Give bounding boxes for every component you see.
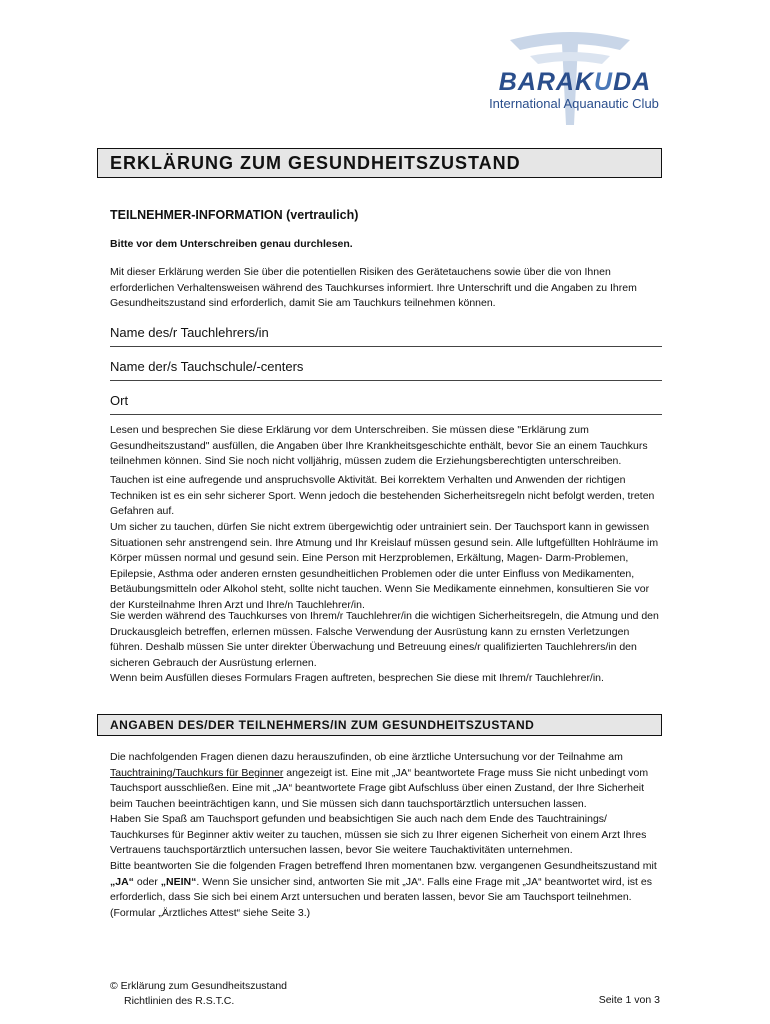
beginner-course-link[interactable]: Tauchtraining/Tauchkurs für Beginner bbox=[110, 766, 284, 779]
instructor-name-field[interactable] bbox=[110, 325, 662, 347]
participant-info-heading: TEILNEHMER-INFORMATION (vertraulich) bbox=[110, 208, 359, 222]
place-label: Ort bbox=[110, 393, 129, 408]
paragraph-questions: Wenn beim Ausfüllen dieses Formulars Fragen auftreten, besprechen Sie diese mit Ihrem/r Tauchlehrer/in. bbox=[110, 672, 604, 684]
instructor-name-label: Name des/r Tauchlehrers/in bbox=[110, 325, 269, 340]
place-field[interactable] bbox=[110, 393, 662, 415]
footer-guidelines: Richtlinien des R.S.T.C. bbox=[124, 995, 235, 1007]
brand-subtitle: International Aquanautic Club bbox=[489, 96, 659, 111]
paragraph-diving-activity: Tauchen ist eine aufregende und anspruchsvolle Aktivität. Bei korrektem Verhalten und Anwenden der richtigen Techniken ist es ein sehr sicherer Sport. Wenn jedoch die bestehenden Sicherheitsregeln nicht befolgt werden, treten Gefahren auf. bbox=[110, 474, 655, 517]
barakuda-logo bbox=[470, 30, 670, 120]
footer bbox=[110, 979, 287, 1009]
paragraph-purpose: Die nachfolgenden Fragen dienen dazu herauszufinden, ob eine ärztliche Untersuchung vor der Teilnahme am Tauchtraining/Tauchkurs für Beginner angezeigt ist. Eine mit „JA“ beantwortete Frage muss Sie nicht unbedingt vom Tauchsport ausschließen. Eine mit „JA“ beantwortete Frage gibt Aufschluss über einen Zustand, der Ihre Sicherheit beim Tauchen beeinträchtigen kann, und Sie müssen sich dann tauchsportärztlich untersuchen lassen. bbox=[110, 751, 649, 810]
brand-name: BARAKUDA bbox=[498, 68, 652, 96]
health-section-box bbox=[97, 714, 662, 736]
paragraph-read-declaration: Lesen und besprechen Sie diese Erklärung vor dem Unterschreiben. Sie müssen diese "Erklärung zum Gesundheitszustand" ausfüllen, die Angaben über Ihre Krankheitsgeschichte enthält, bevor Sie an einem Tauchkurs teilnehmen können. Sind Sie noch nicht volljährig, müssen zudem die Erziehungsberechtigten unterschreiben. bbox=[110, 424, 648, 467]
paragraph-health-requirements: Um sicher zu tauchen, dürfen Sie nicht extrem übergewichtig oder untrainiert sein. Der Tauchsport kann in gewissen Situationen sehr anstrengend sein. Ihre Atmung und Ihr Kreislauf müssen gesund sein. Alle luftgefüllten Hohlräume im Körper müssen normal und gesund sein. Eine Person mit Herzproblemen, Erkältung, Magen- Darm-Problemen, Epilepsie, Asthma oder anderen ernsten gesundheitlichen Problemen oder die unter Einfluss von Medikamenten, Betäubungsmitteln oder Alkohol steht, sollte nicht tauchen. Wenn Sie Medikamente einnehmen, konsultieren Sie vor der Kursteilnahme Ihren Arzt und Ihre/n Tauchlehrer/in. bbox=[110, 521, 659, 611]
footer-document-name: © Erklärung zum Gesundheitszustand bbox=[110, 980, 287, 992]
document-title-box bbox=[97, 148, 662, 178]
paragraph-safety-rules: Sie werden während des Tauchkurses von Ihrem/r Tauchlehrer/in die wichtigen Sicherheitsregeln, die Atmung und den Druckausgleich betreffen, erlernen müssen. Falsche Verwendung der Ausrüstung kann zu ernsten Verletzungen führen. Deshalb müssen Sie unter direkter Überwachung und Betreuung eines/r qualifizierten Tauchlehrers/in den sicheren Gebrauch der Ausrüstung erlernen. bbox=[110, 610, 659, 669]
health-section-heading: ANGABEN DES/DER TEILNEHMERS/IN ZUM GESUNDHEITSZUSTAND bbox=[110, 718, 535, 732]
read-before-note: Bitte vor dem Unterschreiben genau durchlesen. bbox=[110, 238, 353, 250]
intro-paragraph: Mit dieser Erklärung werden Sie über die potentiellen Risiken des Gerätetauchens sowie über die von Ihnen erforderlichen Verhaltensweisen während des Tauchkurses informiert. Ihre Unterschrift und die Angaben zu Ihrem Gesundheitszustand sind erforderlich, damit Sie am Tauchkurs teilnehmen können. bbox=[110, 266, 637, 309]
dive-school-name-field[interactable] bbox=[110, 359, 662, 381]
paragraph-continue-diving: Haben Sie Spaß am Tauchsport gefunden und beabsichtigen Sie auch nach dem Ende des Tauchtrainings/ Tauchkurses für Beginner aktiv weiter zu tauchen, müssen sie sich zu Ihrer eigenen Sicherheit von einem Arzt Ihres Vertrauens tauchsportärztlich untersuchen lassen, bevor Sie weitere Tauchaktivitäten unternehmen. bbox=[110, 813, 647, 856]
page-number: Seite 1 von 3 bbox=[598, 994, 660, 1006]
document-title: ERKLÄRUNG ZUM GESUNDHEITSZUSTAND bbox=[110, 153, 521, 173]
dive-school-name-label: Name der/s Tauchschule/-centers bbox=[110, 359, 304, 374]
paragraph-answer-instructions: Bitte beantworten Sie die folgenden Fragen betreffend Ihren momentanen bzw. vergangenen Gesundheitszustand mit „JA“ oder „NEIN“. Wenn Sie unsicher sind, antworten Sie mit „JA“. Falls eine Frage mit „JA“ beantwortet wird, ist es erforderlich, dass Sie sich bei einem Arzt untersuchen und beraten lassen, bevor Sie am Tauchsport teilnehmen. (Formular „Ärztliches Attest“ siehe Seite 3.) bbox=[110, 860, 657, 919]
